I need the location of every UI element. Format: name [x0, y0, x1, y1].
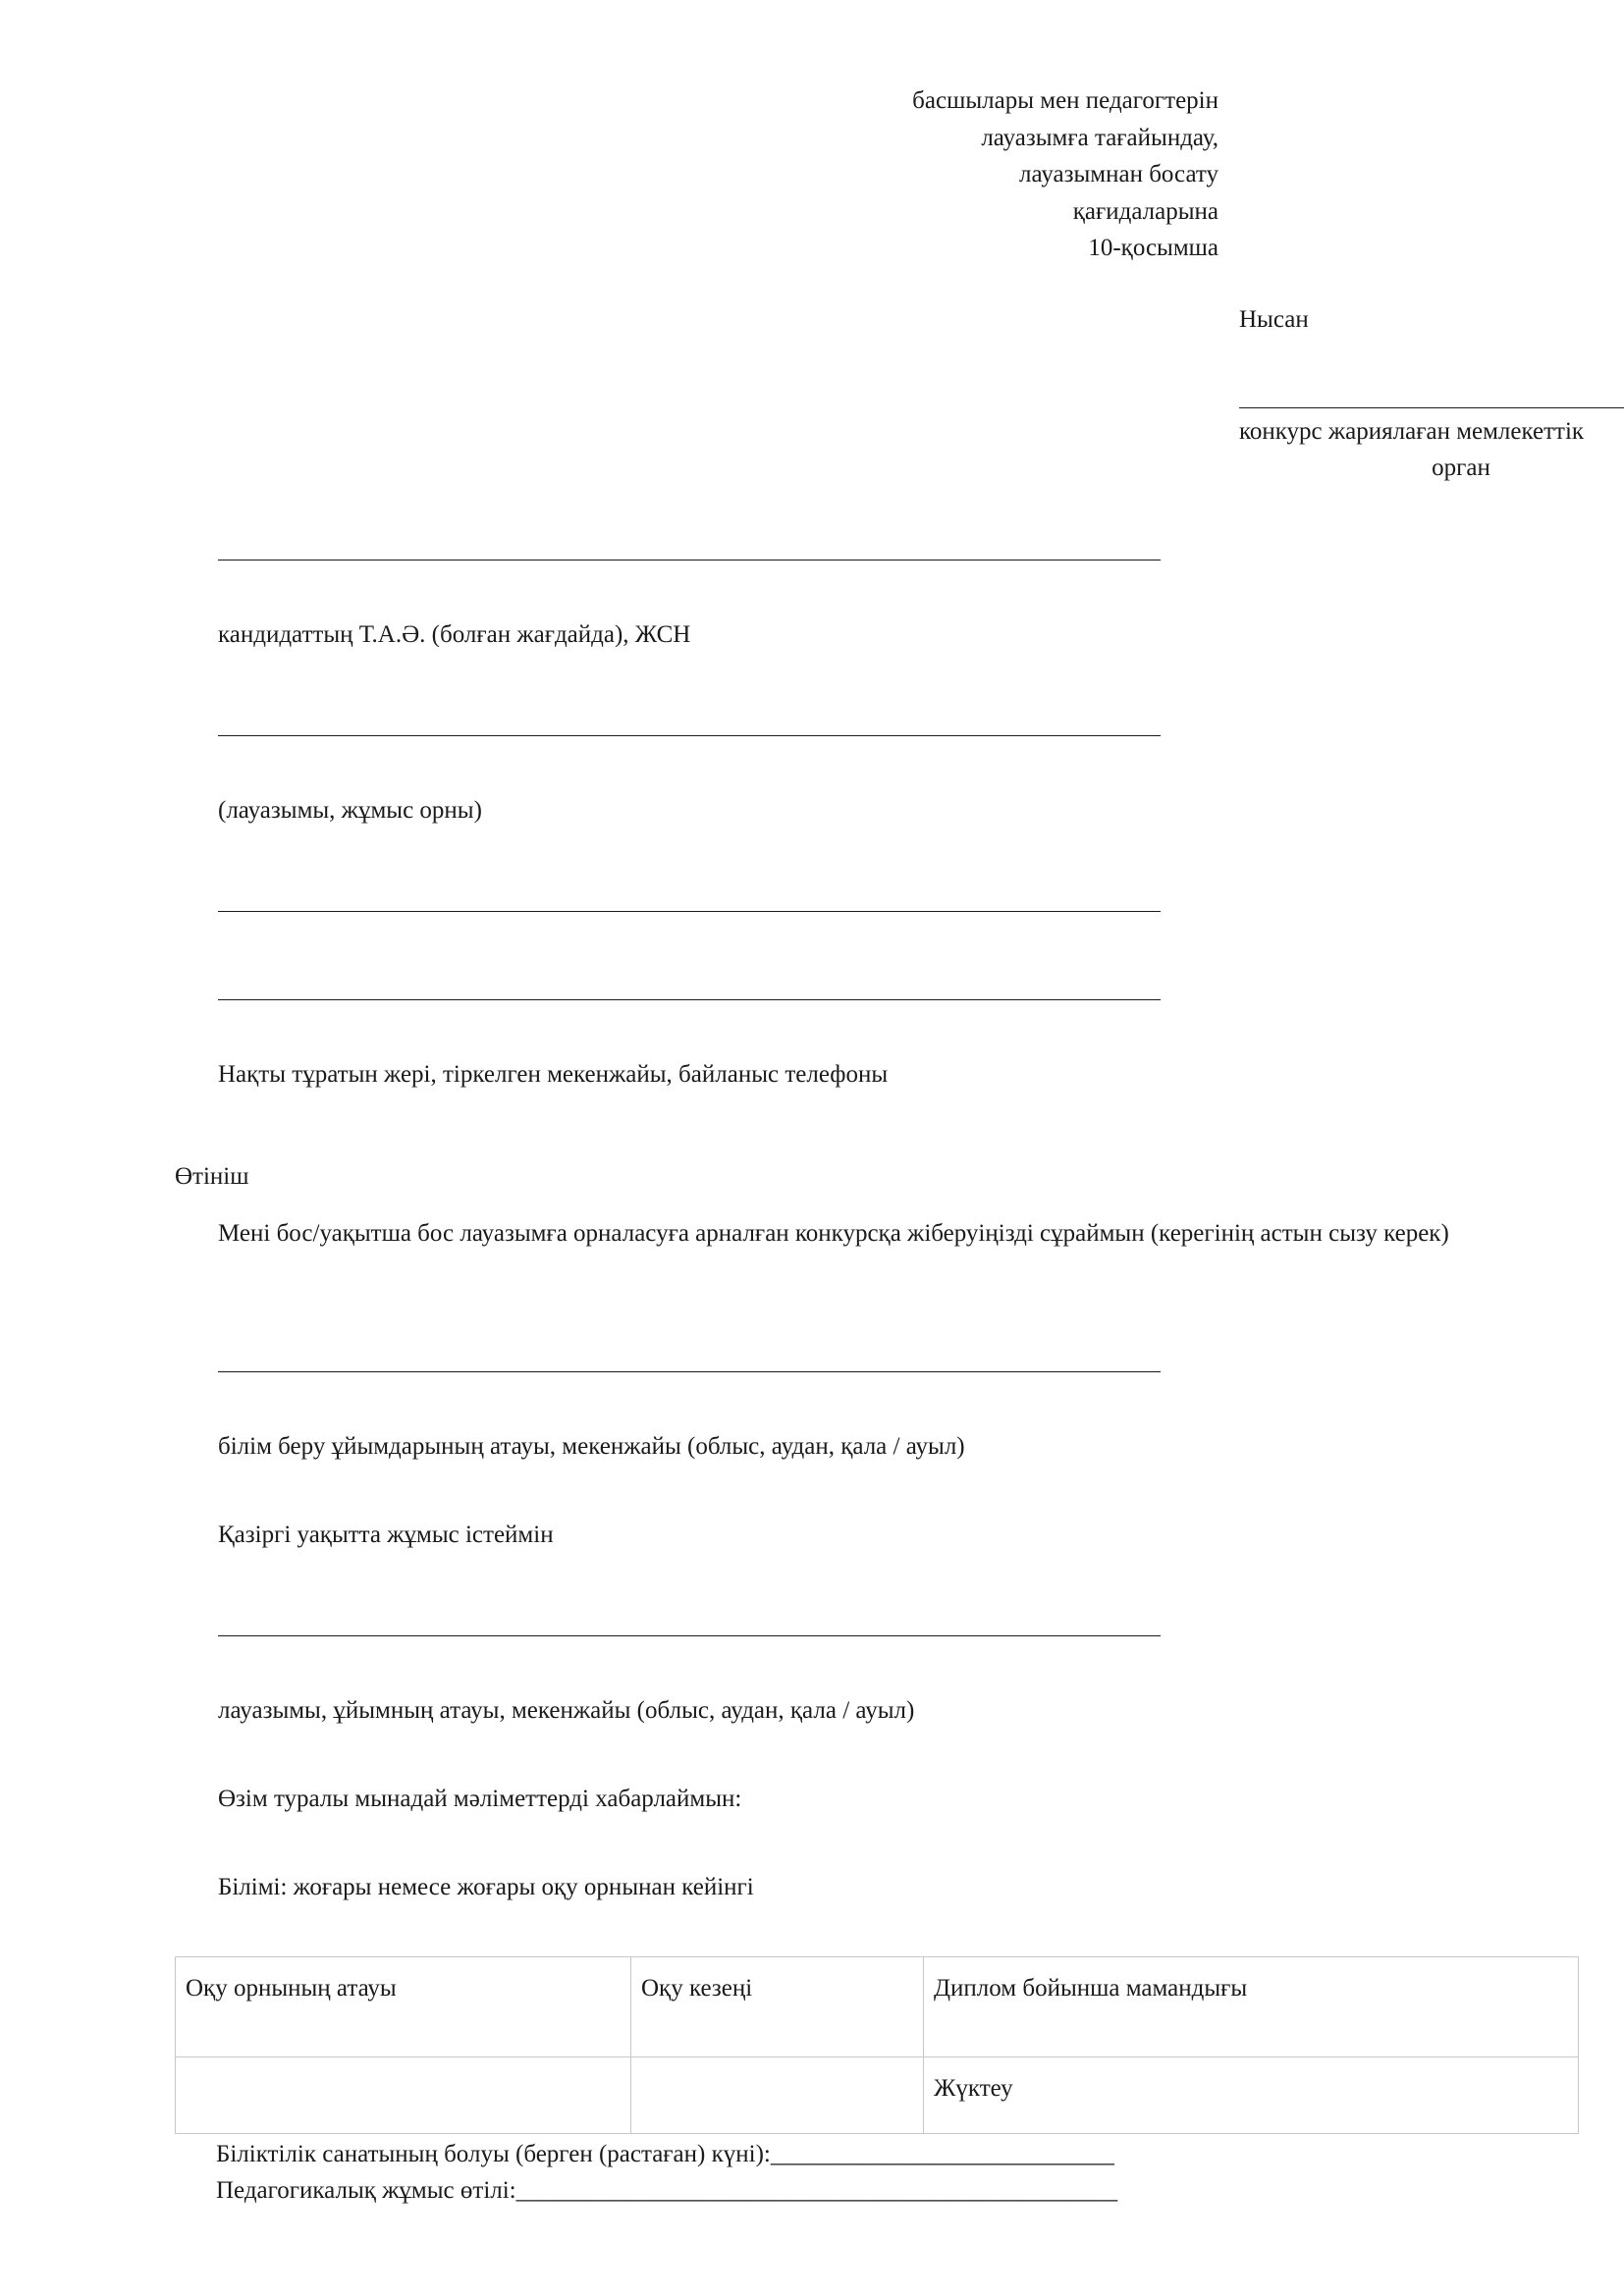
current-position-blank-line[interactable]: [218, 1635, 1161, 1636]
education-text: Білімі: жоғары немесе жоғары оқу орнынан кейінгі: [218, 1874, 754, 1900]
table-header-cell: Оқу орнының атауы: [176, 1957, 631, 2057]
attachment-note-line: лауазымға тағайындау,: [981, 124, 1218, 151]
table-row: [176, 2057, 1579, 2134]
address-caption: Нақты тұратын жері, тіркелген мекенжайы, байланыс телефоны: [218, 1061, 889, 1088]
organ-blank-line[interactable]: [1239, 407, 1624, 408]
candidate-name-caption: кандидаттың Т.А.Ә. (болған жағдайда), ЖСН: [218, 621, 691, 648]
attachment-note: [912, 82, 1218, 267]
education-table: [175, 1956, 1579, 2134]
form-label: Нысан: [1239, 306, 1309, 333]
position-blank-line[interactable]: [218, 735, 1161, 736]
organ-caption: конкурс жариялаған мемлекеттік: [1239, 418, 1585, 445]
attachment-note-line: қағидаларына: [1072, 197, 1218, 225]
table-header-row: [176, 1957, 1579, 2057]
current-position-caption: лауазымы, ұйымның атауы, мекенжайы (облыс, аудан, қала / ауыл): [218, 1697, 915, 1724]
organization-blank-line[interactable]: [218, 1371, 1161, 1372]
address-blank-line-1[interactable]: [218, 911, 1161, 912]
application-title: Өтініш: [175, 1163, 249, 1190]
candidate-name-blank-line[interactable]: [218, 560, 1161, 561]
address-blank-line-2[interactable]: [218, 999, 1161, 1000]
request-paragraph: Мені бос/уақытша бос лауазымға орналасуға арналған конкурсқа жіберуіңізді сұраймын (керегінің астын сызу керек): [218, 1220, 1449, 1247]
current-work-text: Қазіргі уақытта жұмыс істеймін: [218, 1522, 554, 1548]
attachment-note-line: басшылары мен педагогтерін: [912, 87, 1218, 114]
organ-caption-continuation: орган: [1432, 454, 1490, 481]
table-header-cell: Оқу кезеңі: [631, 1957, 924, 2057]
attachment-note-line: 10-қосымша: [1088, 235, 1218, 261]
position-caption: (лауазымы, жұмыс орны): [218, 797, 482, 824]
experience-line[interactable]: Педагогикалық жұмыс өтілі:_________________________________________________: [216, 2177, 1118, 2204]
qualification-line[interactable]: Біліктілік санатының болуы (берген (растаған) күні):____________________________: [216, 2141, 1114, 2167]
table-header-cell: Диплом бойынша мамандығы: [924, 1957, 1579, 2057]
about-self-text: Өзім туралы мынадай мәліметтерді хабарлаймын:: [218, 1786, 742, 1812]
attachment-note-line: лауазымнан босату: [1019, 161, 1218, 187]
upload-link[interactable]: Жүктеу: [924, 2057, 1579, 2134]
table-cell[interactable]: [631, 2057, 924, 2134]
organization-caption: білім беру ұйымдарының атауы, мекенжайы (облыс, аудан, қала / ауыл): [218, 1433, 965, 1460]
table-cell[interactable]: [176, 2057, 631, 2134]
